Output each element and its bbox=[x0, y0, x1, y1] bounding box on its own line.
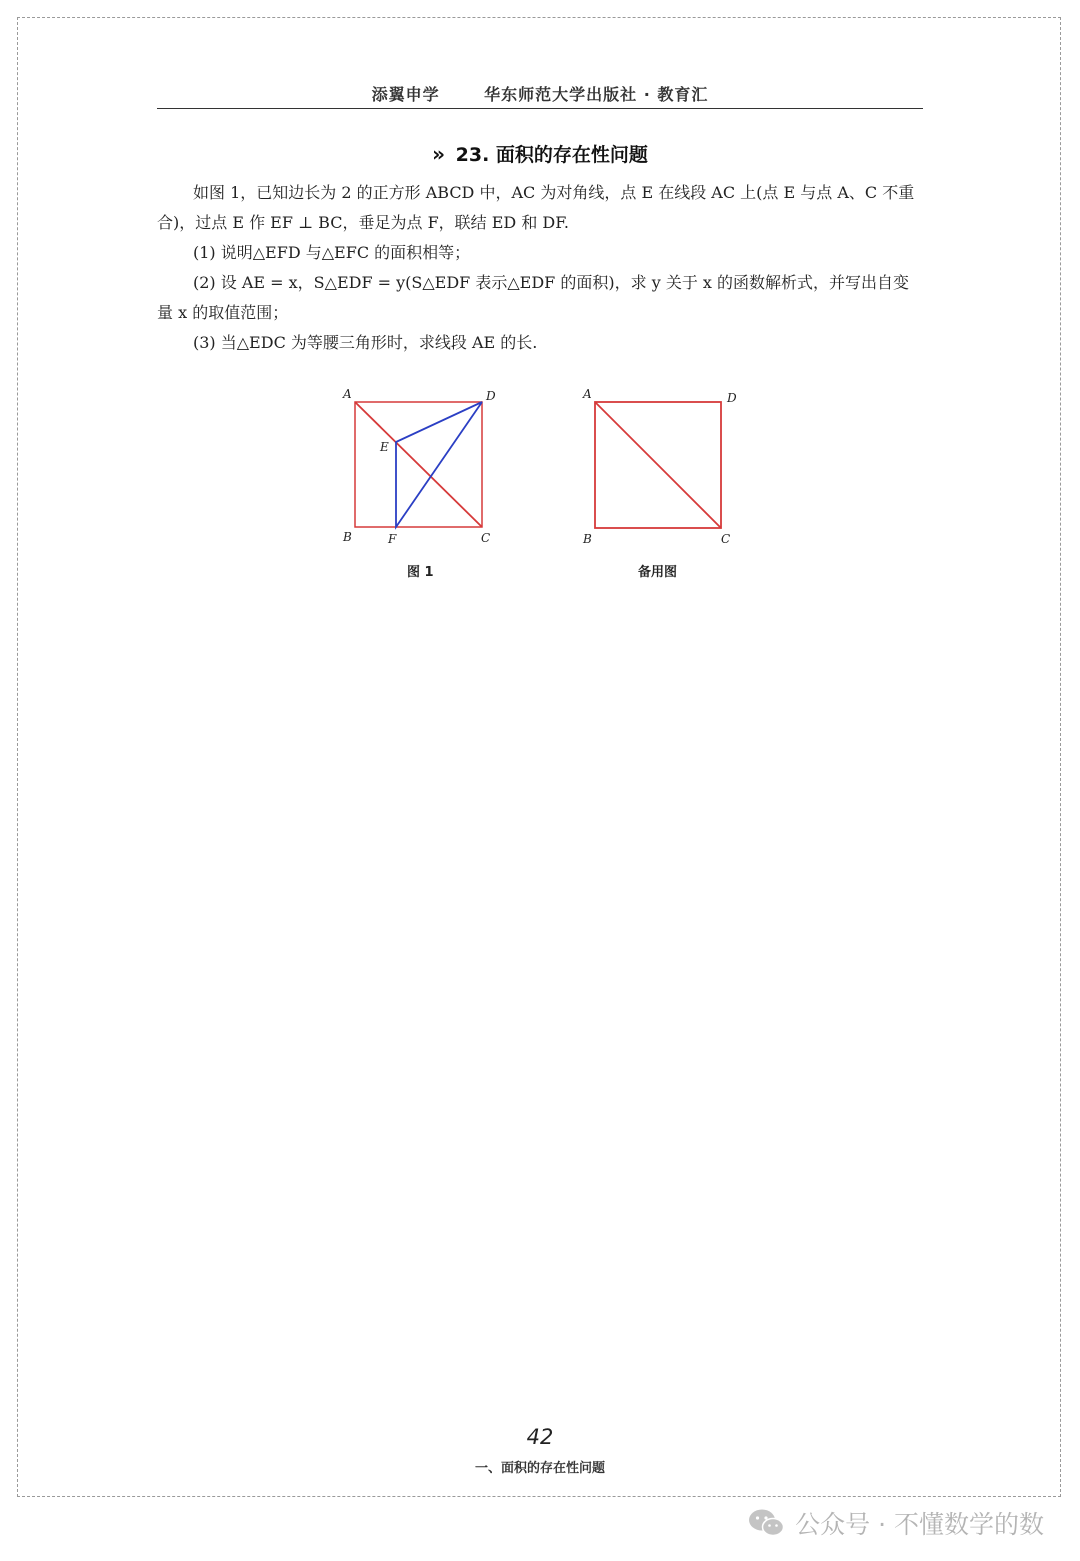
spare-label-a: A bbox=[583, 387, 592, 401]
label-d: D bbox=[486, 389, 496, 403]
diagonal-ac bbox=[355, 402, 482, 527]
label-b: B bbox=[343, 530, 352, 544]
question-3: (3) 当△EDC 为等腰三角形时，求线段 AE 的长. bbox=[193, 333, 538, 352]
watermark-text: 公众号 · 不懂数学的数 bbox=[795, 1510, 1044, 1539]
figure-spare-caption: 备用图 bbox=[638, 565, 678, 580]
wechat-icon bbox=[747, 1508, 785, 1538]
problem-body bbox=[157, 178, 925, 358]
triangle-edf bbox=[396, 402, 482, 527]
problem-intro: 如图 1，已知边长为 2 的正方形 ABCD 中，AC 为对角线，点 E 在线段 AC 上(点 E 与点 A、C 不重合)，过点 E 作 EF ⊥ BC，垂足为点 F，联结 ED 和 DF. bbox=[157, 183, 915, 232]
spare-label-d: D bbox=[727, 391, 737, 405]
footer-section: 一、面积的存在性问题 bbox=[474, 1461, 605, 1476]
watermark bbox=[747, 1503, 1044, 1543]
problem-title-text: 23. 面积的存在性问题 bbox=[455, 144, 648, 166]
figure-1 bbox=[335, 380, 505, 550]
header-school: 添翼申学 bbox=[371, 85, 440, 104]
question-1: (1) 说明△EFD 与△EFC 的面积相等； bbox=[193, 243, 471, 262]
figure-1-caption: 图 1 bbox=[407, 565, 434, 580]
spare-diagonal-ac bbox=[595, 402, 721, 528]
problem-title bbox=[0, 140, 1080, 167]
chevron-icon: » bbox=[432, 142, 445, 166]
spare-label-b: B bbox=[583, 532, 592, 546]
figure-spare bbox=[575, 380, 750, 550]
page-header bbox=[157, 82, 923, 109]
label-e: E bbox=[380, 440, 389, 454]
page-number: 42 bbox=[526, 1425, 554, 1449]
question-2: (2) 设 AE = x，S△EDF = y(S△EDF 表示△EDF 的面积)，求 y 关于 x 的函数解析式，并写出自变量 x 的取值范围； bbox=[157, 273, 910, 322]
label-c: C bbox=[481, 531, 491, 545]
label-a: A bbox=[343, 387, 352, 401]
spare-label-c: C bbox=[721, 532, 731, 546]
header-publisher: 华东师范大学出版社 · 教育汇 bbox=[484, 85, 709, 104]
label-f: F bbox=[388, 532, 397, 546]
